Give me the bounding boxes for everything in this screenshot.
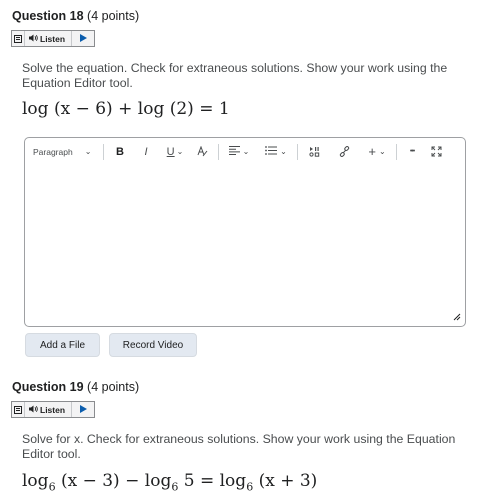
add-file-button[interactable]: Add a File bbox=[25, 333, 100, 357]
chevron-down-icon: ⌄ bbox=[84, 147, 92, 156]
record-video-button[interactable]: Record Video bbox=[109, 333, 197, 357]
fullscreen-icon[interactable] bbox=[427, 142, 445, 162]
paragraph-format-select[interactable] bbox=[33, 142, 97, 162]
speaker-icon bbox=[29, 405, 38, 415]
listen-button[interactable] bbox=[25, 402, 72, 417]
question-18-prompt: Solve the equation. Check for extraneous solutions. Show your work using the Equation Editor tool. bbox=[22, 61, 448, 90]
answer-editor[interactable] bbox=[24, 137, 466, 327]
eq-argument: (2) bbox=[169, 99, 194, 119]
eq-argument: (x − 6) bbox=[53, 99, 113, 119]
eq-function: log bbox=[219, 471, 247, 491]
italic-button[interactable]: I bbox=[144, 145, 148, 158]
eq-log-base: 6 bbox=[48, 480, 56, 494]
align-button[interactable] bbox=[225, 142, 253, 162]
insert-button[interactable] bbox=[364, 142, 390, 162]
list-icon bbox=[265, 146, 277, 158]
paragraph-label: Paragraph bbox=[33, 146, 73, 157]
chevron-down-icon: ⌄ bbox=[176, 147, 184, 156]
resize-handle-icon[interactable] bbox=[453, 313, 461, 323]
listen-label: Listen bbox=[40, 404, 66, 415]
eq-log-base: 6 bbox=[171, 480, 179, 494]
eq-operator: = bbox=[199, 471, 215, 491]
question-number: Question 18 bbox=[12, 9, 84, 23]
eq-operator: + bbox=[118, 99, 133, 119]
toolbar-divider bbox=[103, 144, 104, 160]
toolbar-divider bbox=[297, 144, 298, 160]
editor-text-area[interactable] bbox=[25, 165, 465, 326]
play-button[interactable] bbox=[72, 405, 94, 415]
play-icon bbox=[80, 34, 87, 44]
eq-argument: (x − 3) bbox=[60, 471, 120, 491]
link-icon[interactable] bbox=[334, 142, 354, 162]
underline-label: U bbox=[166, 145, 175, 158]
eq-argument: 5 bbox=[183, 471, 195, 491]
eq-function: log bbox=[22, 99, 49, 119]
chevron-down-icon: ⌄ bbox=[242, 147, 250, 156]
editor-toolbar bbox=[25, 138, 465, 165]
eq-argument: (x + 3) bbox=[258, 471, 318, 491]
listen-label: Listen bbox=[40, 33, 66, 44]
play-icon bbox=[80, 405, 87, 415]
chevron-down-icon: ⌄ bbox=[280, 147, 287, 156]
insert-media-icon[interactable] bbox=[304, 142, 324, 162]
eq-function: log bbox=[22, 471, 49, 491]
bold-button[interactable]: B bbox=[116, 145, 124, 158]
question-19-title bbox=[12, 380, 139, 394]
text-color-icon[interactable] bbox=[192, 142, 212, 162]
toolbar-divider bbox=[218, 144, 219, 160]
question-19-prompt: Solve for x. Check for extraneous solutions. Show your work using the Equation Editor tool. bbox=[22, 432, 456, 461]
toolbar-divider bbox=[396, 144, 397, 160]
question-19-equation bbox=[22, 471, 317, 493]
readspeaker-menu-icon[interactable] bbox=[12, 402, 25, 417]
underline-button[interactable] bbox=[162, 142, 188, 162]
eq-operator: − bbox=[125, 471, 140, 491]
question-18-title bbox=[12, 9, 139, 23]
eq-log-base: 6 bbox=[246, 480, 254, 494]
eq-function: log bbox=[144, 471, 172, 491]
question-points: (4 points) bbox=[87, 380, 140, 394]
play-button[interactable] bbox=[72, 34, 94, 44]
eq-rhs: = 1 bbox=[199, 99, 230, 119]
speaker-icon bbox=[29, 34, 38, 44]
question-18-equation bbox=[22, 99, 230, 119]
listen-widget[interactable] bbox=[11, 30, 95, 47]
question-number: Question 19 bbox=[12, 380, 84, 394]
list-button[interactable] bbox=[261, 142, 291, 162]
plus-icon: + bbox=[368, 144, 376, 159]
more-options-button[interactable]: ••• bbox=[409, 148, 415, 155]
chevron-down-icon: ⌄ bbox=[378, 147, 386, 156]
listen-button[interactable] bbox=[25, 31, 72, 46]
listen-widget[interactable] bbox=[11, 401, 95, 418]
align-left-icon bbox=[229, 146, 240, 158]
eq-function: log bbox=[137, 99, 165, 119]
question-points: (4 points) bbox=[87, 9, 140, 23]
readspeaker-menu-icon[interactable] bbox=[12, 31, 25, 46]
